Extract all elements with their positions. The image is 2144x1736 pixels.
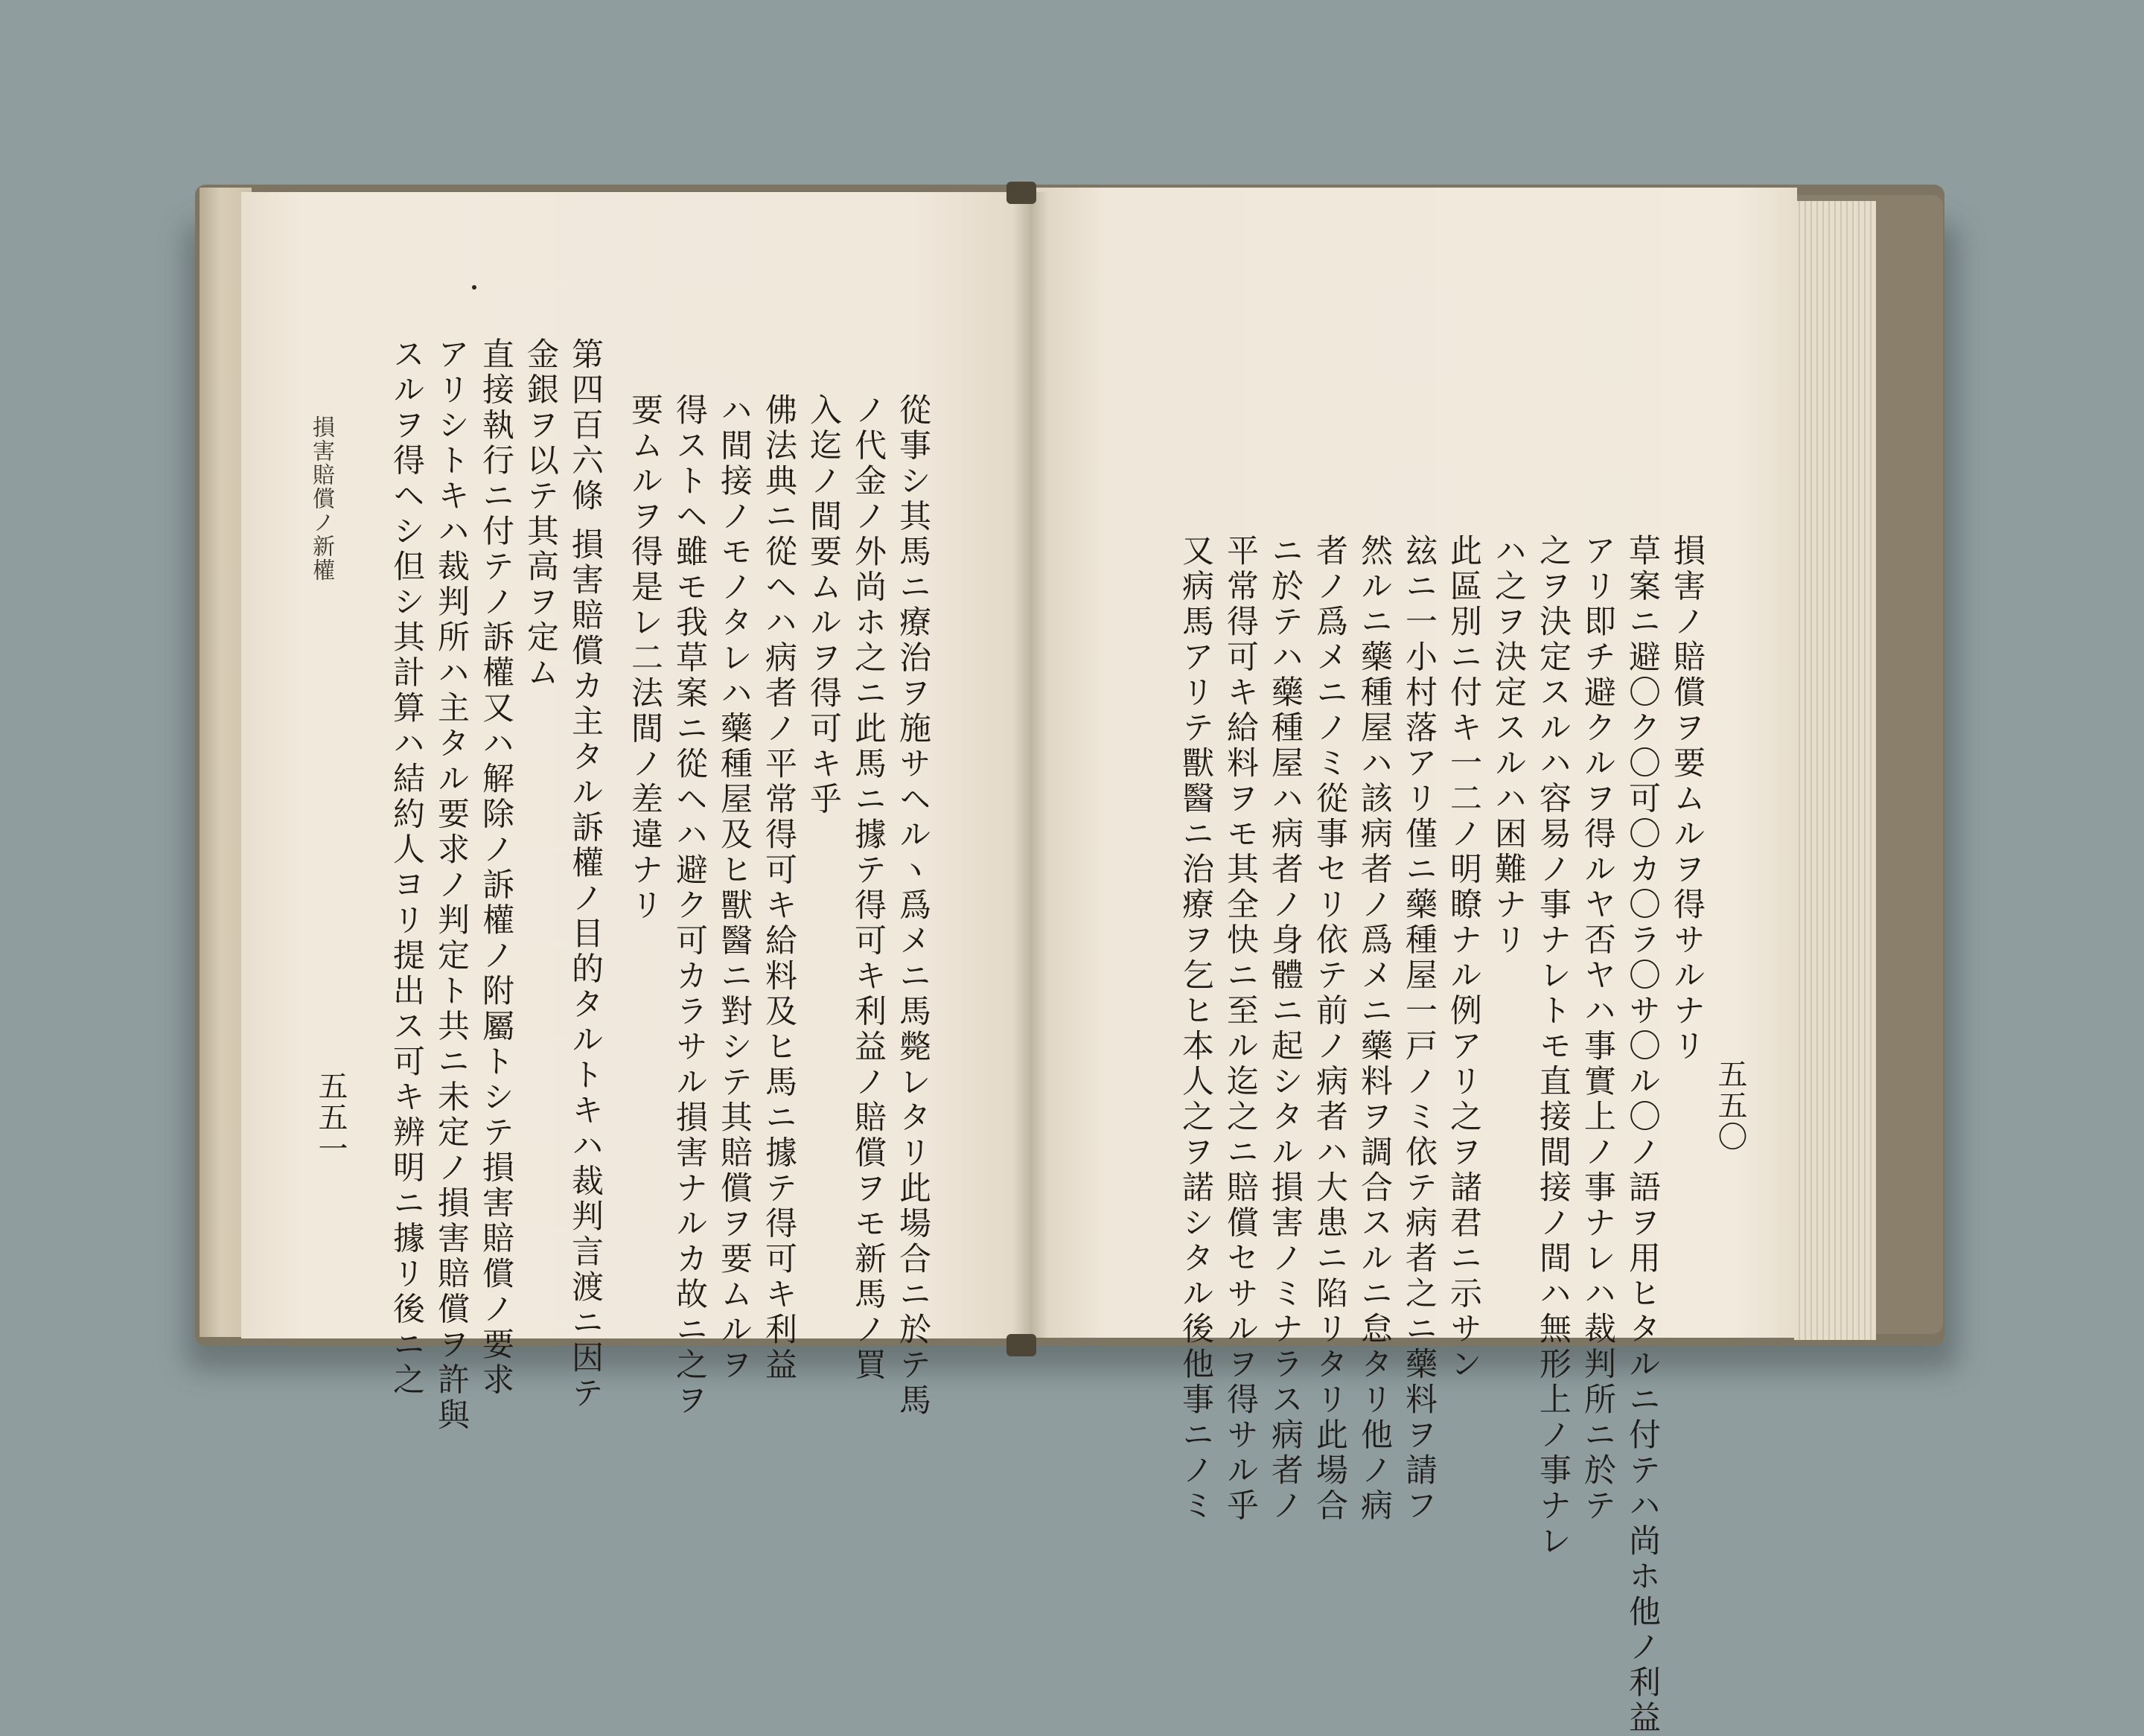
- left-text-column-9: 金銀ヲ以テ其高ヲ定ム: [522, 337, 559, 691]
- left-text-column-6: 得ストヘ雖モ我草案ニ從ヘハ避ク可カラサル損害ナルカ故ニ之ヲ: [671, 393, 708, 1419]
- left-text-column-3: 入迄ノ間要ムルヲ得可キ乎: [805, 393, 842, 817]
- spine-thread-bottom: [1006, 1334, 1036, 1356]
- right-text-column-7: 玆ニ一小村落アリ僅ニ藥種屋一戸ノミ依テ病者之ニ藥料ヲ請フ: [1400, 534, 1438, 1524]
- left-text-column-11: アリシトキハ裁判所ハ主タル要求ノ判定ト共ニ未定ノ損害賠償ヲ許與: [433, 337, 470, 1434]
- left-text-column-7: 要ムルヲ得是レ二法間ノ差違ナリ: [626, 393, 663, 924]
- left-text-column-2: ノ代金ノ外尚ホ之ニ此馬ニ據テ得可キ利益ノ賠償ヲモ新馬ノ買: [849, 393, 887, 1383]
- right-text-column-9: 者ノ爲メニノミ從事セリ依テ前ノ病者ハ大患ニ陷リタリ此場合: [1311, 534, 1348, 1524]
- left-text-column-5: ハ間接ノモノタレハ藥種屋及ヒ獸醫ニ對シテ其賠償ヲ要ムルヲ: [715, 393, 753, 1383]
- left-text-column-12: スルヲ得ヘシ但シ其計算ハ結約人ヨリ提出ス可キ辨明ニ據リ後ニ之: [388, 337, 425, 1398]
- right-text-column-3: アリ即チ避クルヲ得ルヤ否ヤハ事實上ノ事ナレハ裁判所ニ於テ: [1579, 534, 1616, 1524]
- right-text-column-8: 然ルニ藥種屋ハ該病者ノ爲メニ藥料ヲ調合スルニ怠タリ他ノ病: [1356, 534, 1393, 1524]
- spine-thread-top: [1006, 182, 1036, 204]
- right-text-column-5: ハ之ヲ決定スルハ困難ナリ: [1490, 534, 1527, 958]
- left-text-column-8: 第四百六條 損害賠償カ主タル訴權ノ目的タルトキハ裁判言渡ニ因テ: [567, 337, 604, 1412]
- right-text-column-2: 草案ニ避〇ク〇可〇カ〇ラ〇サ〇ル〇ノ語ヲ用ヒタルニ付テハ尚ホ他ノ利益: [1624, 534, 1661, 1736]
- ink-dot: [472, 285, 476, 290]
- left-text-column-10: 直接執行ニ付テノ訴權又ハ解除ノ訴權ノ附屬トシテ損害賠償ノ要求: [477, 337, 514, 1398]
- left-page-number: 五五一: [313, 1070, 348, 1164]
- book-gutter: [1012, 192, 1048, 1338]
- right-text-column-6: 此區別ニ付キ一二ノ明瞭ナル例アリ之ヲ諸君ニ示サン: [1445, 534, 1482, 1382]
- right-text-column-1: 損害ノ賠償ヲ要ムルヲ得サルナリ: [1668, 534, 1706, 1065]
- right-page-number: 五五〇: [1713, 1059, 1747, 1152]
- right-text-column-10: ニ於テハ藥種屋ハ病者ノ身體ニ起シタル損害ノミナラス病者ノ: [1266, 534, 1304, 1524]
- right-page-edges: [1794, 201, 1876, 1340]
- right-page: [1030, 188, 1797, 1736]
- left-text-column-4: 佛法典ニ從ヘハ病者ノ平常得可キ給料及ヒ馬ニ據テ得可キ利益: [760, 393, 797, 1383]
- running-head: 損害賠償ノ新權: [308, 415, 334, 582]
- right-text-column-11: 平常得可キ給料ヲモ其全快ニ至ル迄之ニ賠償セサルヲ得サル乎: [1222, 534, 1259, 1524]
- left-text-column-1: 從事シ其馬ニ療治ヲ施サヘルヽ爲メニ馬斃レタリ此場合ニ於テ馬: [894, 393, 931, 1419]
- right-text-column-4: 之ヲ決定スルハ容易ノ事ナレトモ直接間接ノ間ハ無形上ノ事ナレ: [1534, 534, 1572, 1560]
- right-text-column-12: 又病馬アリテ獸醫ニ治療ヲ乞ヒ本人之ヲ諾シタル後他事ニノミ: [1177, 534, 1214, 1524]
- left-page: [241, 192, 1030, 1434]
